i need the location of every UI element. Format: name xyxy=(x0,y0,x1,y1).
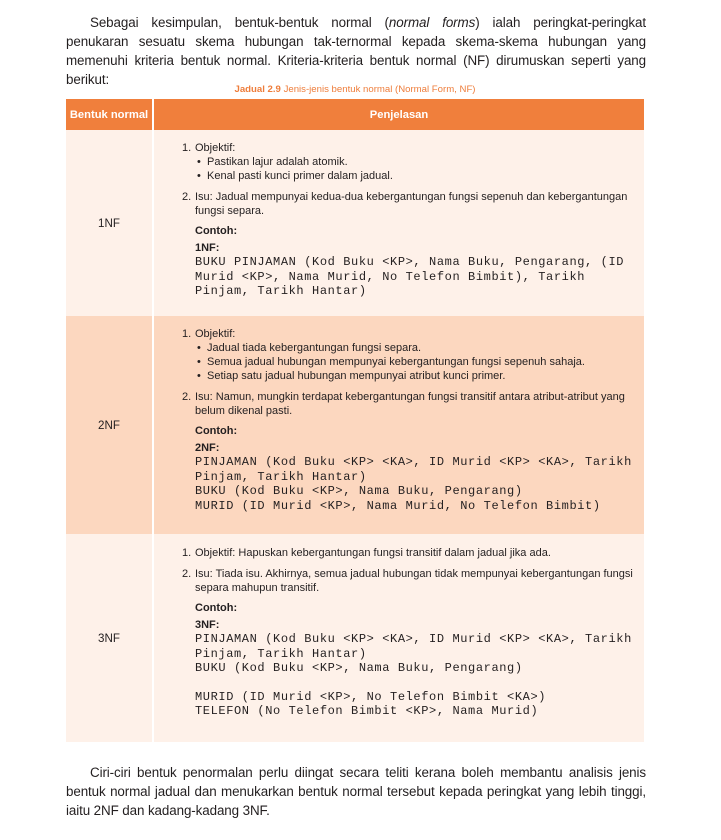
issue-item: 2. Isu: Jadual mempunyai kedua-dua kebergantungan fungsi sepenuh dan kebergantungan fungsi separa. Contoh: 1NF: BUKU PINJAMAN (Kod Buku <KP>, Nama Buku, Pengarang, (ID Murid <KP>, Nama Murid, No Telefon Bimbit), Tarikh Pinjam, Tarikh Hantar) xyxy=(182,190,636,299)
form-cell: 1NF xyxy=(66,130,154,316)
header-penjelasan: Penjelasan xyxy=(369,108,429,121)
table-header xyxy=(66,99,644,130)
objective-bullet: • Pastikan lajur adalah atomik. xyxy=(195,155,636,169)
header-bentuk-normal: Bentuk normal xyxy=(66,99,154,130)
explanation-cell xyxy=(154,130,644,316)
example-label: Contoh: xyxy=(195,425,238,437)
nf-label: 2NF: xyxy=(195,442,220,454)
normal-forms-table xyxy=(66,99,644,742)
schema-line: BUKU (Kod Buku <KP>, Nama Buku, Pengarang) xyxy=(195,484,523,499)
objective-bullet: • Jadual tiada kebergantungan fungsi separa. xyxy=(195,341,636,355)
objective-bullet: • Semua jadual hubungan mempunyai kebergantungan fungsi sepenuh sahaja. xyxy=(195,355,636,369)
schema-line: BUKU (Kod Buku <KP>, Nama Buku, Pengarang) xyxy=(195,661,523,676)
schema-line: BUKU PINJAMAN (Kod Buku <KP>, Nama Buku, Pengarang, (ID Murid <KP>, Nama Murid, No Telefon Bimbit), Tarikh Pinjam, Tarikh Hantar) xyxy=(195,255,625,299)
objective-item: 1. Objektif: • Jadual tiada kebergantungan fungsi separa. • Semua jadual hubungan mempunyai kebergantungan fungsi sepenuh sahaja. • Setiap satu jadual hubungan mempunyai atribut kunci primer. xyxy=(182,327,636,383)
form-cell: 2NF xyxy=(66,316,154,534)
schema-line: PINJAMAN (Kod Buku <KP> <KA>, ID Murid <KP> <KA>, Tarikh Pinjam, Tarikh Hantar) xyxy=(195,455,632,484)
explanation-cell xyxy=(154,316,644,534)
objective-bullet: • Setiap satu jadual hubungan mempunyai atribut kunci primer. xyxy=(195,369,636,383)
nf-label: 3NF: xyxy=(195,619,220,631)
intro-paragraph: Sebagai kesimpulan, bentuk-bentuk normal (normal forms) ialah peringkat-peringkat penukaran sesuatu skema hubungan tak-ternormal kepada skema-skema hubungan yang memenuhi kriteria bentuk normal. Kriteria-kriteria bentuk normal (NF) dirumuskan seperti yang berikut: xyxy=(66,15,646,87)
schema-line: TELEFON (No Telefon Bimbit <KP>, Nama Murid) xyxy=(195,704,539,719)
caption-text: Jenis-jenis bentuk normal (Normal Form, NF) xyxy=(280,84,476,95)
form-cell: 3NF xyxy=(66,534,154,742)
closing-paragraph: Ciri-ciri bentuk penormalan perlu diingat secara teliti kerana boleh membantu analisis jenis bentuk normal jadual dan menukarkan bentuk normal tersebut kepada peringkat yang lebih tinggi, iaitu 2NF dan kadang-kadang 3NF. xyxy=(66,765,646,818)
nf-label: 1NF: xyxy=(195,242,220,254)
objective-bullet: • Kenal pasti kunci primer dalam jadual. xyxy=(195,169,636,183)
caption-label: Jadual 2.9 xyxy=(234,84,281,95)
explanation-cell xyxy=(154,534,644,742)
objective-item: 1. Objektif: Hapuskan kebergantungan fungsi transitif dalam jadual jika ada. xyxy=(182,547,551,559)
example-label: Contoh: xyxy=(195,602,238,614)
table-row-2nf xyxy=(66,316,644,534)
example-label: Contoh: xyxy=(195,225,238,237)
objective-item: 1. Objektif: • Pastikan lajur adalah atomik. • Kenal pasti kunci primer dalam jadual. xyxy=(182,141,636,183)
table-row-3nf xyxy=(66,534,644,742)
schema-line: MURID (ID Murid <KP>, Nama Murid, No Telefon Bimbit) xyxy=(195,498,601,513)
issue-item: 2. Isu: Namun, mungkin terdapat kebergantungan fungsi transitif antara atribut-atribut yang belum dikenal pasti. Contoh: 2NF: PINJAMAN (Kod Buku <KP> <KA>, ID Murid <KP> <KA>, Tarikh Pinjam, Tarikh Hantar) BUKU (Kod Buku <KP>, Nama Buku, Pengarang) MURID (ID Murid <KP>, Nama Murid, No Telefon Bimbit) xyxy=(182,390,636,513)
table-caption xyxy=(66,84,644,95)
schema-line: PINJAMAN (Kod Buku <KP> <KA>, ID Murid <KP> <KA>, Tarikh Pinjam, Tarikh Hantar) xyxy=(195,632,632,661)
schema-line: MURID (ID Murid <KP>, No Telefon Bimbit <KA>) xyxy=(195,689,547,704)
issue-item: 2. Isu: Tiada isu. Akhirnya, semua jadual hubungan tidak mempunyai kebergantungan fungsi separa mahupun transitif. Contoh: 3NF: PINJAMAN (Kod Buku <KP> <KA>, ID Murid <KP> <KA>, Tarikh Pinjam, Tarikh Hantar) BUKU (Kod Buku <KP>, Nama Buku, Pengarang) MURID (ID Murid <KP>, No Telefon Bimbit <KA>) TELEFON (No Telefon Bimbit <KP>, Nama Murid) xyxy=(182,567,636,719)
table-row-1nf xyxy=(66,130,644,316)
